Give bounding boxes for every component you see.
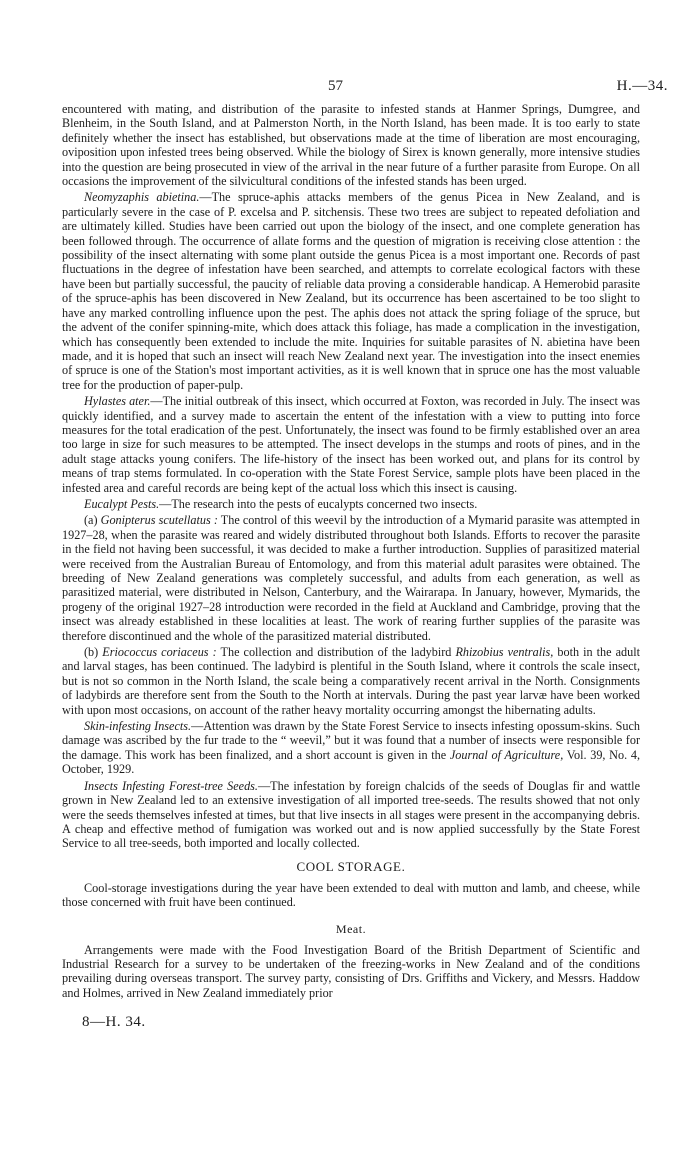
paragraph-body: —The infestation by foreign chalcids of the seeds of Douglas fir and wattle grown in New Zealand led to an extensive investigation of all imported tree-seeds. The results showed that not only were the seeds themselves infested at times, but that live insects in all stages were present in the accompanying debris. A cheap and effective method of fumigation was worked out and is now applied successfully by the State Forest Service to all tree-seeds, both imported and locally collected.: [62, 778, 640, 851]
paragraph-title: Neomyzaphis abietina.: [84, 190, 200, 205]
species-name: Rhizobius ventralis,: [455, 645, 554, 660]
paragraph-title: Eucalypt Pests.: [84, 496, 160, 511]
page-footer-signature: 8—H. 34.: [82, 1014, 146, 1031]
section-heading-cool-storage: COOL STORAGE.: [296, 858, 406, 874]
paragraph-body: The control of this weevil by the introduction of a Mymarid parasite was attempted in 1927–28, when the parasite was reared and widely distributed throughout both Islands. Efforts to recover the parasite in the field not having been successful, it was decided to make a further introduction. Supplies of parasitized material were received from the Australian Bureau of Entomology, and from this material adult parasites were obtained. The breeding of New Zealand generations was completely successful, and adults from each generation, as well as parasitized material, were distributed in Nelson, Canterbury, and the Wairarapa. In January, however, Mymarids, the progeny of the original 1927–28 introduction were recorded in the field at Auckland and Cambridge, proving that the insect was already established in these localities at least. The work of rearing further supplies of the parasite was therefore discontinued and the whole of the parasitized material distributed.: [62, 513, 640, 643]
paragraph-title: Insects Infesting Forest-tree Seeds.: [84, 778, 258, 793]
paragraph-title: Gonipterus scutellatus :: [100, 513, 218, 528]
document-page: [62, 76, 668, 1031]
paragraph-neomyzaphis: [62, 190, 640, 392]
paragraph-eriococcus: [62, 645, 640, 717]
paragraph-gonipterus: [62, 513, 640, 643]
paragraph-body: —The spruce-aphis attacks members of the genus Picea in New Zealand, and is particularly severe in the case of P. excelsa and P. sitchensis. These two trees are subject to repeated defoliation and are ultimately killed. Studies have been carried out upon the biology of the insect, and one complete generation has been followed through. The occurrence of allate forms and the question of migration is receiving close attention : the possibility of the insect alternating with some plant outside the genus Picea is a most important one. Records of past fluctuations in the degree of infestation have been searched, and attempts to correlate ecological factors with these have been but partially successful, the paucity of reliable data proving a considerable handicap. A Hemerobid parasite of the spruce-aphis has been discovered in New Zealand, but its occurrence has been ascertained to be too slight to have any marked controlling influence upon the pest. The aphis does not attack the spring foliage of the spruce, but the advent of the conifer spinning-mite, which does attack this foliage, has made a complication in the investigation, which has consequently been extended to include the mite. Inquiries for suitable parasites of N. abietina have been made, and it is hoped that such an insect will reach New Zealand next year. The investigation into the insect enemies of spruce is one of the Station's most important activities, as it is well known that in spruce one has the most valuable tree for the production of paper-pulp.: [62, 190, 640, 392]
paragraph-tree-seeds: [62, 779, 640, 851]
document-reference: H.—34.: [616, 78, 668, 94]
paragraph-skin-infesting: [62, 719, 640, 777]
section-heading-meat: Meat.: [335, 921, 367, 936]
list-marker: (b): [84, 645, 103, 660]
page-header: [62, 76, 668, 102]
paragraph-body: —The research into the pests of eucalypts concerned two insects.: [159, 496, 478, 511]
paragraph-meat: Arrangements were made with the Food Investigation Board of the British Department of Scientific and Industrial Research for a survey to be undertaken of the freezing-works in New Zealand and of the conditions prevailing during overseas transport. The survey party, consisting of Drs. Griffiths and Vickery, and Messrs. Haddow and Holmes, arrived in New Zealand immediately prior: [62, 942, 640, 1000]
paragraph-title: Hylastes ater.: [84, 394, 151, 409]
paragraph-body: The collection and distribution of the ladybird: [216, 645, 456, 660]
paragraph-title: Skin-infesting Insects.: [84, 719, 192, 734]
paragraph-body-cont: both in the adult and larval stages, has been continued. The ladybird is plentiful in the South Island, where it controls the scale insect, but is not so common in the North Island, the scale being a comparatively recent arrival in the North. Consignments of ladybirds are therefore sent from the South to the North at intervals. During the past year larvæ have been worked with upon most occasions, on account of the rather heavy mortality occurring amongst the hibernating adults.: [62, 645, 640, 717]
paragraph-eucalypt-pests: [62, 497, 640, 511]
paragraph-body: —The initial outbreak of this insect, which occurred at Foxton, was recorded in July. The insect was quickly identified, and a survey made to ascertain the entent of the infestation with a view to putting into force measures for the total eradication of the pest. Unfortunately, the insect was found to be firmly established over an area too large in size for such measures to be attempted. The insect develops in the stumps and roots of pines, and in the adult stage attacks young conifers. The life-history of the insect has been worked out, and plans for its control by means of trap stems formulated. In co-operation with the State Forest Service, sample plots have been placed in the infested area and careful records are being kept of the actual loss which this insect is causing.: [62, 394, 640, 495]
paragraph-hylastes: [62, 394, 640, 495]
page-number: 57: [328, 78, 343, 94]
paragraph-sirex: encountered with mating, and distribution of the parasite to infested stands at Hanmer Springs, Dumgree, and Blenheim, in the South Island, and at Palmerston North, in the North Island, has been made. It is too early to state definitely whether the insect has established, but observations made at the time of liberation are most encouraging, oviposition upon infested trees being observed. While the biology of Sirex is known generally, more intensive studies into the question are being prosecuted in view of the arrival in the near future of a further parasite from Europe. On all occasions the improvement of the silvicultural conditions of the infested stands has been urged.: [62, 102, 640, 189]
paragraph-body-cont: Vol. 39, No. 4, October, 1929.: [62, 747, 640, 777]
list-marker: (a): [84, 513, 101, 528]
paragraph-title: Eriococcus coriaceus :: [102, 645, 217, 660]
paragraph-cool-storage: Cool-storage investigations during the year have been extended to deal with mutton and lamb, and cheese, while those concerned with fruit have been continued.: [62, 880, 640, 910]
paragraph-body: —Attention was drawn by the State Forest Service to insects infesting opossum-skins. Such damage was ascribed by the fur trade to the “ weevil,” but it was found that a number of insects were responsible for the damage. This work has been finalized, and a short account is given in the: [62, 719, 640, 762]
journal-name: Journal of Agriculture,: [449, 747, 564, 762]
